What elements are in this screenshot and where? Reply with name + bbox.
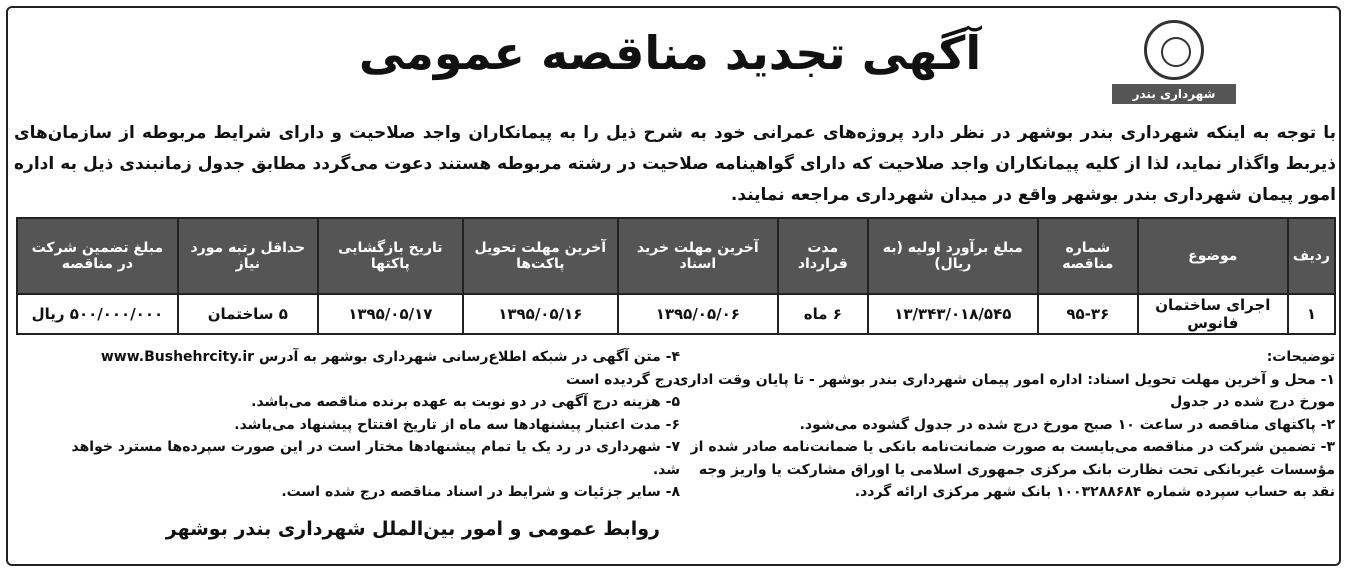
col-header-delivery-deadline: آخرین مهلت تحویل پاکت‌ها: [463, 218, 618, 294]
logo-caption: شهرداری بندر بوشهر: [1112, 84, 1236, 104]
cell-estimate: ۱۳/۳۴۳/۰۱۸/۵۴۵: [868, 294, 1038, 334]
note-item-7: ۷- شهرداری در رد یک یا تمام پیشنهادها مختار است در این صورت سپرده‌ها مسترد خواهد شد.: [71, 439, 680, 478]
col-header-purchase-deadline: آخرین مهلت خرید اسناد: [618, 218, 778, 294]
col-header-guarantee: مبلغ تضمین شرکت در مناقصه: [17, 218, 178, 294]
municipality-logo: [1112, 20, 1236, 121]
cell-duration: ۶ ماه: [778, 294, 868, 334]
cell-row-number: ۱: [1288, 294, 1335, 334]
notes-right-column: [675, 346, 1335, 504]
col-header-duration: مدت قرارداد: [778, 218, 868, 294]
cell-tender-number: ۹۵-۳۶: [1038, 294, 1138, 334]
note-item-4-tail: درج گردیده است: [565, 371, 680, 388]
note-item-2: ۲- پاکتهای مناقصه در ساعت ۱۰ صبح مورخ درج شده در جدول گشوده می‌شود.: [799, 416, 1335, 433]
tender-table: [16, 217, 1336, 335]
cell-delivery-deadline: ۱۳۹۵/۰۵/۱۶: [463, 294, 618, 334]
note-item-4: [40, 346, 680, 369]
intro-paragraph: با توجه به اینکه شهرداری بندر بوشهر در نظر دارد پروژه‌های عمرانی خود به شرح ذیل را به پیمانکاران واجد صلاحیت و دارای شرایط مربوطه از سازمان‌های ذیربط واگذار نماید، لذا از کلیه پیمانکاران واجد صلاحیت که دارای گواهینامه صلاحیت در رشته مربوطه هستند دعوت می‌گردد مطابق جدول زمانبندی ذیل به اداره امور پیمان شهرداری بندر بوشهر واقع در میدان شهرداری مراجعه نمایند.: [14, 123, 1336, 205]
col-header-subject: موضوع: [1138, 218, 1288, 294]
cell-subject: اجرای ساختمان فانوس: [1138, 294, 1288, 334]
col-header-min-grade: حداقل رتبه مورد نیاز: [178, 218, 318, 294]
note-item-1: ۱- محل و آخرین مهلت تحویل اسناد: اداره امور پیمان شهرداری بندر بوشهر - تا پایان وقت اداری مورخ درج شده در جدول: [675, 371, 1335, 410]
cell-guarantee: ۵۰۰/۰۰۰/۰۰۰ ریال: [17, 294, 178, 334]
note-item-3: ۳- تضمین شرکت در مناقصه می‌بایست به صورت ضمانت‌نامه بانکی یا ضمانت‌نامه صادر شده از مؤسسات غیربانکی تحت نظارت بانک مرکزی جمهوری اسلامی یا اوراق مشارکت یا واریز وجه نقد به حساب سپرده شماره ۱۰۰۳۲۸۸۶۸۴ بانک شهر مرکزی ارائه گردد.: [690, 439, 1335, 500]
notice-title: آگهی تجدید مناقصه عمومی: [358, 26, 982, 80]
cell-opening-date: ۱۳۹۵/۰۵/۱۷: [318, 294, 463, 334]
cell-purchase-deadline: ۱۳۹۵/۰۵/۰۶: [618, 294, 778, 334]
col-header-row-number: ردیف: [1288, 218, 1335, 294]
table-row: [17, 294, 1335, 334]
notes-heading: توضیحات:: [1266, 349, 1335, 365]
table-header-row: [17, 218, 1335, 294]
website-link[interactable]: www.Bushehrcity.ir: [100, 349, 255, 365]
note-item-8: ۸- سایر جزئیات و شرایط در اسناد مناقصه درج شده است.: [281, 484, 680, 500]
emblem-icon: [1144, 20, 1204, 80]
cell-min-grade: ۵ ساختمان: [178, 294, 318, 334]
footer-signature: روابط عمومی و امور بین‌الملل شهرداری بندر بوشهر: [165, 518, 660, 540]
col-header-tender-number: شماره مناقصه: [1038, 218, 1138, 294]
note-item-5: ۵- هزینه درج آگهی در دو نوبت به عهده برنده مناقصه می‌باشد.: [251, 394, 680, 410]
note-item-4-text: ۴- متن آگهی در شبکه اطلاع‌رسانی شهرداری بوشهر به آدرس: [258, 349, 680, 365]
col-header-opening-date: تاریخ بازگشایی پاکتها: [318, 218, 463, 294]
note-item-6: ۶- مدت اعتبار پیشنهادها سه ماه از تاریخ افتتاح پیشنهاد می‌باشد.: [234, 416, 680, 433]
notes-left-column: [40, 346, 680, 504]
col-header-estimate: مبلغ برآورد اولیه (به ریال): [868, 218, 1038, 294]
